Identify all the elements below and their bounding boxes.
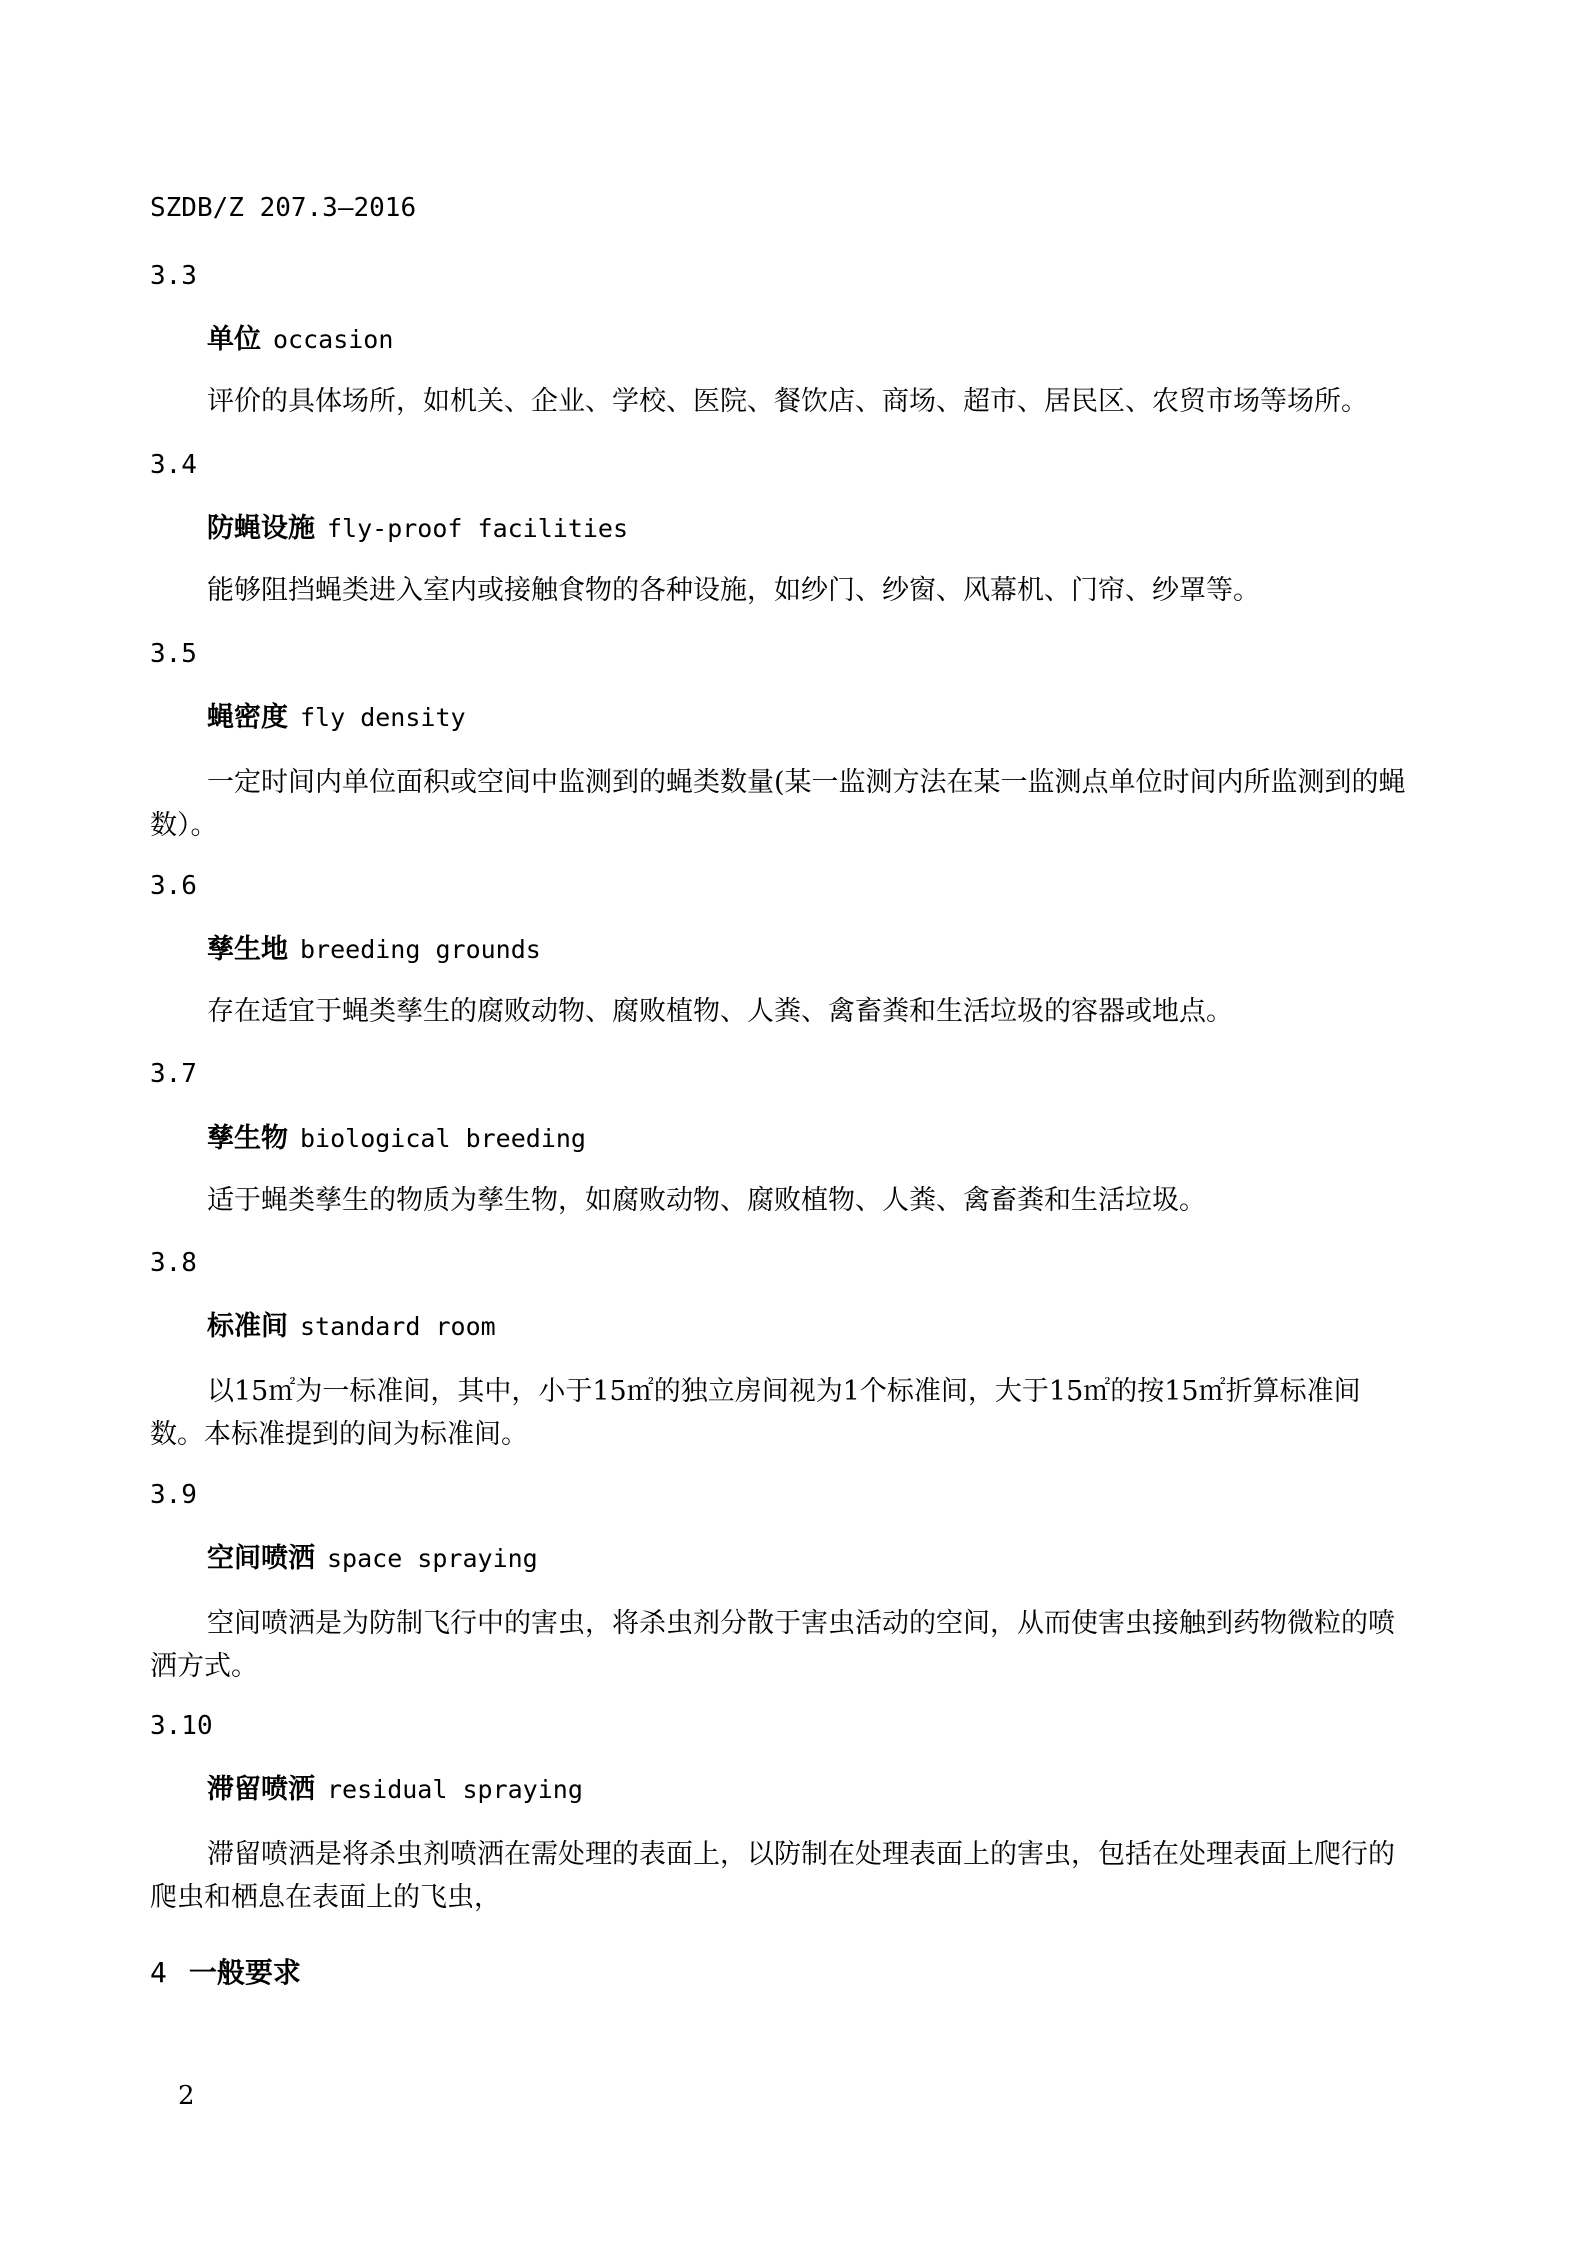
section-number: 3.7 (150, 1059, 197, 1089)
chapter-number: 4 (150, 1956, 167, 1989)
term-heading (207, 1309, 496, 1345)
term-zh: 防蝇设施 (207, 513, 315, 544)
chapter-heading (150, 1955, 301, 1991)
term-zh: 孳生物 (207, 1123, 288, 1154)
term-heading (207, 322, 393, 358)
term-definition: 滞留喷洒是将杀虫剂喷洒在需处理的表面上，以防制在处理表面上的害虫，包括在处理表面上爬行的爬虫和栖息在表面上的飞虫， (150, 1839, 1395, 1913)
term-en: biological breeding (300, 1124, 586, 1153)
page-number: 2 (178, 2081, 195, 2111)
term-heading (207, 700, 466, 736)
term-heading (207, 1121, 586, 1157)
term-heading (207, 511, 628, 547)
term-zh: 滞留喷洒 (207, 1774, 315, 1805)
term-definition: 以15㎡为一标准间，其中，小于15㎡的独立房间视为1个标准间，大于15㎡的按15㎡折算标准间数。本标准提到的间为标准间。 (150, 1376, 1361, 1450)
term-en: breeding grounds (300, 935, 541, 964)
term-definition: 一定时间内单位面积或空间中监测到的蝇类数量(某一监测方法在某一监测点单位时间内所监测到的蝇数）。 (150, 767, 1406, 841)
term-definition: 能够阻挡蝇类进入室内或接触食物的各种设施，如纱门、纱窗、风幕机、门帘、纱罩等。 (207, 575, 1260, 606)
term-definition: 空间喷洒是为防制飞行中的害虫，将杀虫剂分散于害虫活动的空间，从而使害虫接触到药物微粒的喷洒方式。 (150, 1608, 1395, 1682)
term-en: fly-proof facilities (327, 514, 629, 543)
term-definition: 评价的具体场所，如机关、企业、学校、医院、餐饮店、商场、超市、居民区、农贸市场等场所。 (207, 386, 1368, 417)
term-en: occasion (273, 325, 394, 354)
term-zh: 单位 (207, 324, 261, 355)
chapter-title: 一般要求 (188, 1956, 301, 1989)
term-zh: 孳生地 (207, 934, 288, 965)
section-number: 3.8 (150, 1248, 197, 1278)
term-heading (207, 1772, 583, 1808)
term-en: fly density (300, 703, 466, 732)
section-number: 3.10 (150, 1711, 213, 1741)
section-number: 3.4 (150, 450, 197, 480)
section-number: 3.9 (150, 1480, 197, 1510)
term-en: residual spraying (327, 1775, 583, 1804)
section-number: 3.3 (150, 261, 197, 291)
section-number: 3.5 (150, 639, 197, 669)
term-zh: 空间喷洒 (207, 1543, 315, 1574)
document-code: SZDB/Z 207.3—2016 (150, 193, 417, 223)
term-zh: 蝇密度 (207, 702, 288, 733)
term-heading (207, 1541, 538, 1577)
section-number: 3.6 (150, 871, 197, 901)
term-en: standard room (300, 1312, 496, 1341)
term-zh: 标准间 (207, 1311, 288, 1342)
term-heading (207, 932, 541, 968)
term-definition: 存在适宜于蝇类孳生的腐败动物、腐败植物、人粪、禽畜粪和生活垃圾的容器或地点。 (207, 996, 1233, 1027)
term-definition: 适于蝇类孳生的物质为孳生物，如腐败动物、腐败植物、人粪、禽畜粪和生活垃圾。 (207, 1185, 1206, 1216)
term-en: space spraying (327, 1544, 538, 1573)
